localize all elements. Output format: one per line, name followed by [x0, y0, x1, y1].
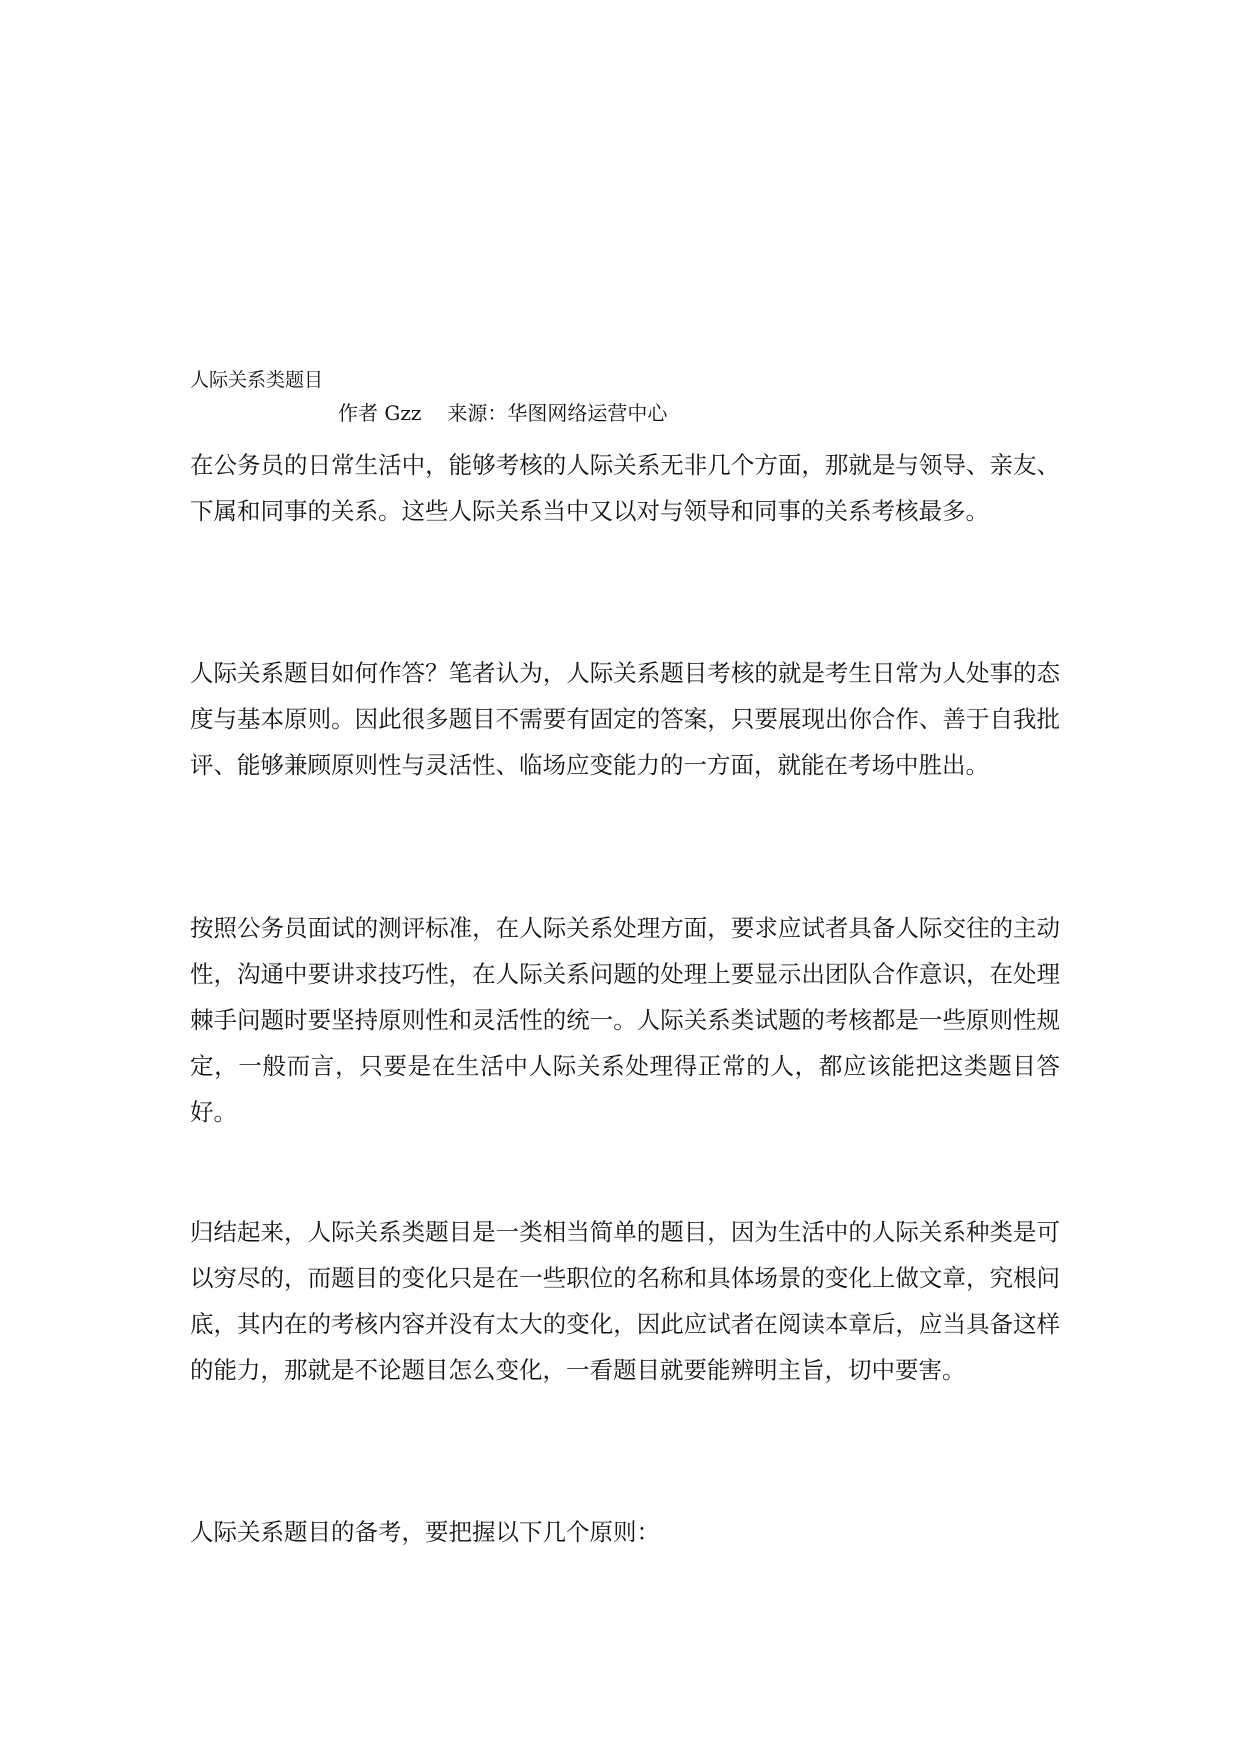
paragraph-4: 归结起来，人际关系类题目是一类相当简单的题目，因为生活中的人际关系种类是可以穷尽的，而题目的变化只是在一些职位的名称和具体场景的变化上做文章，究根问底，其内在的考核内容并没有太大的变化，因此应试者在阅读本章后，应当具备这样的能力，那就是不论题目怎么变化，一看题目就要能辨明主旨，切中要害。 — [190, 1218, 1060, 1384]
document-title: 人际关系类题目 — [190, 369, 324, 391]
paragraph-1: 在公务员的日常生活中，能够考核的人际关系无非几个方面，那就是与领导、亲友、下属和同事的关系。这些人际关系当中又以对与领导和同事的关系考核最多。 — [190, 451, 1060, 525]
paragraph-3: 按照公务员面试的测评标准，在人际关系处理方面，要求应试者具备人际交往的主动性，沟通中要讲求技巧性，在人际关系问题的处理上要显示出团队合作意识，在处理棘手问题时要坚持原则性和灵活性的统一。人际关系类试题的考核都是一些原则性规定，一般而言，只要是在生活中人际关系处理得正常的人，都应该能把这类题目答好。 — [190, 914, 1060, 1126]
byline-source: 来源：华图网络运营中心 — [447, 401, 668, 425]
document-byline — [338, 401, 667, 425]
paragraph-2: 人际关系题目如何作答？笔者认为，人际关系题目考核的就是考生日常为人处事的态度与基本原则。因此很多题目不需要有固定的答案，只要展现出你合作、善于自我批评、能够兼顾原则性与灵活性、临场应变能力的一方面，就能在考场中胜出。 — [190, 659, 1060, 779]
byline-author: 作者 Gzz — [338, 401, 422, 425]
paragraph-5: 人际关系题目的备考，要把握以下几个原则： — [190, 1518, 660, 1546]
